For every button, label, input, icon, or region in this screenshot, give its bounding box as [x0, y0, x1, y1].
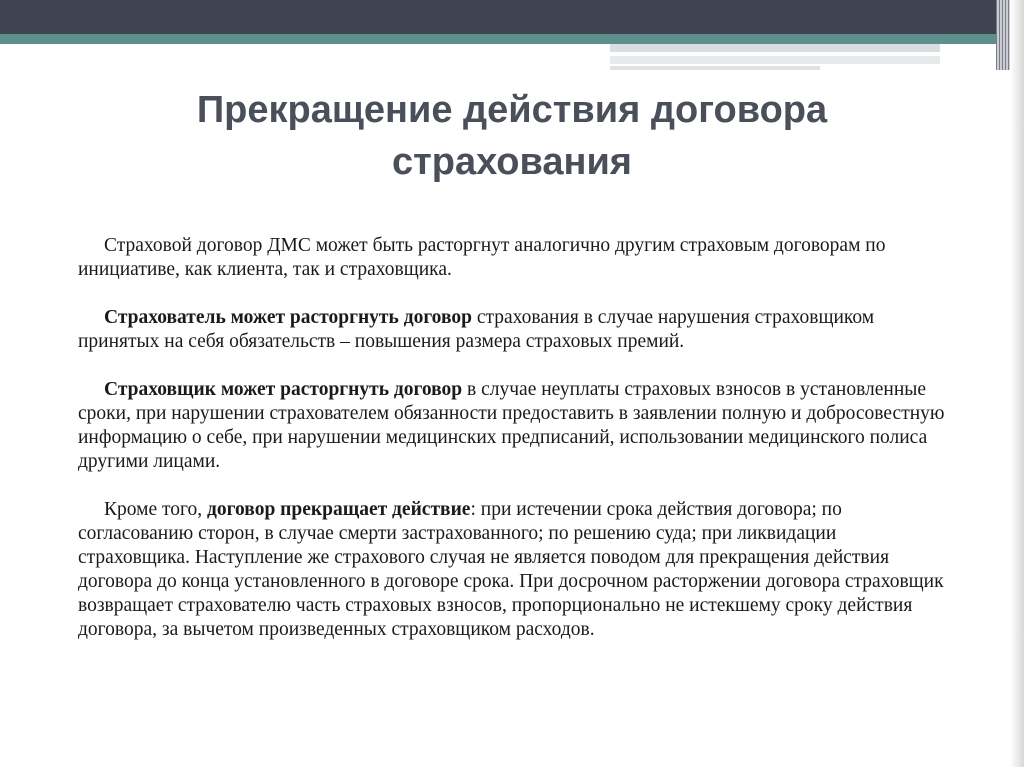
paragraph-contract-end — [78, 498, 950, 642]
slide-right-edge — [1010, 0, 1024, 767]
slide-title-line: страхования — [392, 141, 632, 183]
paragraph-bold-lead: Страховщик может расторгнуть договор — [104, 379, 463, 400]
header-band-teal — [0, 34, 1010, 44]
paragraph-bold-lead: Страхователь может расторгнуть договор — [104, 307, 472, 328]
slide-edge-stripes — [996, 0, 1010, 70]
paragraph-bold-lead: договор прекращает действие — [207, 499, 471, 520]
paragraph-insured-termination — [78, 306, 950, 354]
header-accent-line — [610, 66, 820, 70]
header-accent-line — [610, 44, 940, 52]
paragraph-text: : при истечении срока действия договора; по согласованию сторон, в случае смерти застрахованного; по решению суда; при ликвидации страховщика. Наступление же страхового случая не является поводом для прекращения действия договора до конца установленного в договоре срока. При досрочном расторжении договора страховщик возвращает страхователю часть страховых взносов, пропорционально не истекшему сроку действия договора, за вычетом произведенных страховщиком расходов. — [78, 499, 944, 640]
paragraph-insurer-termination — [78, 378, 950, 474]
header-band-dark — [0, 0, 1010, 34]
paragraph-text: Страховой договор ДМС может быть расторгнут аналогично другим страховым договорам по инициативе, как клиента, так и страховщика. — [78, 235, 886, 280]
paragraph-text: в случае неуплаты страховых взносов в установленные сроки, при нарушении страхователем обязанности предоставить в заявлении полную и добросовестную информацию о себе, при нарушении медицинских предписаний, использовании медицинского полиса другими лицами. — [78, 379, 945, 472]
slide-title — [100, 84, 924, 188]
slide-title-line: Прекращение действия договора — [196, 89, 828, 131]
paragraph-prefix: Кроме того, — [104, 499, 208, 520]
paragraph-dms — [78, 234, 950, 282]
paragraph-text: страхования в случае нарушения страховщиком принятых на себя обязательств – повышения размера страховых премий. — [78, 307, 875, 352]
slide-body — [78, 234, 950, 642]
header-accent-line — [610, 56, 940, 64]
